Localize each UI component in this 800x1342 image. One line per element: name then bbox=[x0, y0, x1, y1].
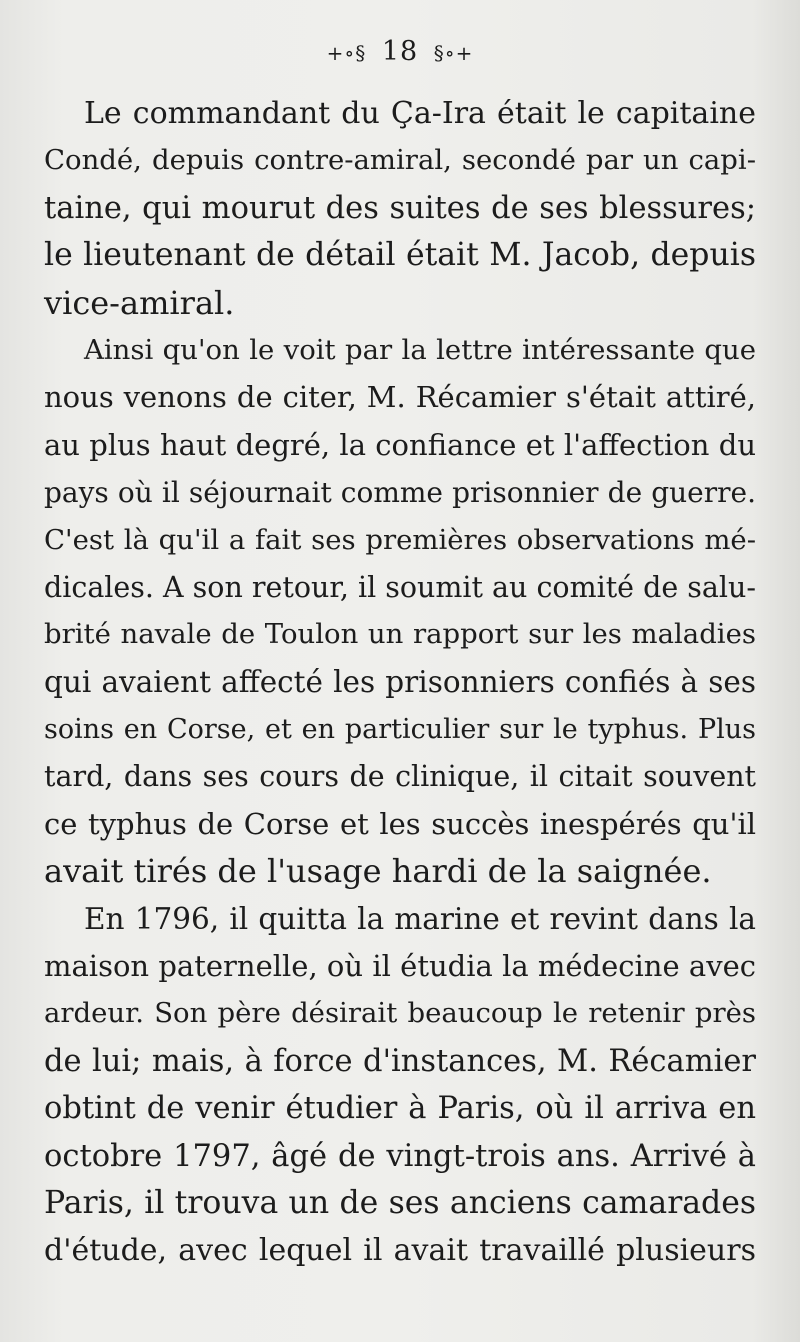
page-number: 18 bbox=[381, 36, 419, 67]
text-line: octobre 1797, âgé de vingt-trois ans. Arrivé à bbox=[44, 1138, 756, 1174]
text-line: le lieutenant de détail était M. Jacob, depuis bbox=[44, 237, 756, 274]
text-line: Paris, il trouva un de ses anciens camarades bbox=[44, 1184, 756, 1221]
text-line: ardeur. Son père désirait beaucoup le retenir près bbox=[44, 997, 756, 1030]
text-line: pays où il séjournait comme prisonnier de guerre. bbox=[44, 476, 756, 510]
text-line: d'étude, avec lequel il avait travaillé plusieurs bbox=[44, 1233, 756, 1269]
text-line: brité navale de Toulon un rapport sur les maladies bbox=[44, 618, 756, 651]
text-line: tard, dans ses cours de clinique, il citait souvent bbox=[44, 760, 756, 794]
text-line: maison paternelle, où il étudia la médecine avec bbox=[44, 949, 756, 984]
text-line: au plus haut degré, la confiance et l'affection du bbox=[44, 427, 756, 462]
text-line: vice-amiral. bbox=[44, 283, 235, 322]
right-ornament: §∘+ bbox=[433, 41, 474, 65]
text-line: ce typhus de Corse et les succès inespérés qu'il bbox=[44, 806, 756, 841]
text-line: soins en Corse, et en particulier sur le typhus. Plus bbox=[44, 714, 756, 746]
page-header bbox=[0, 36, 800, 69]
text-line: de lui; mais, à force d'instances, M. Récamier bbox=[44, 1043, 756, 1079]
text-line: C'est là qu'il a fait ses premières observations mé- bbox=[44, 523, 756, 556]
text-line: Le commandant du Ça-Ira était le capitaine bbox=[84, 96, 756, 131]
text-line: qui avaient affecté les prisonniers confiés à ses bbox=[44, 664, 756, 699]
left-ornament: +∘§ bbox=[326, 41, 367, 65]
text-line: avait tirés de l'usage hardi de la saignée. bbox=[44, 852, 712, 891]
text-line: obtint de venir étudier à Paris, où il arriva en bbox=[44, 1091, 756, 1127]
text-line: En 1796, il quitta la marine et revint dans la bbox=[84, 901, 756, 936]
text-line: Condé, depuis contre-amiral, secondé par un capi- bbox=[44, 144, 756, 177]
text-line: Ainsi qu'on le voit par la lettre intéressante que bbox=[84, 333, 756, 366]
text-line: dicales. A son retour, il soumit au comité de salu- bbox=[44, 570, 756, 604]
text-line: taine, qui mourut des suites de ses blessures; bbox=[44, 190, 756, 226]
text-line: nous venons de citer, M. Récamier s'était attiré, bbox=[44, 380, 756, 415]
body-text bbox=[44, 90, 756, 1275]
